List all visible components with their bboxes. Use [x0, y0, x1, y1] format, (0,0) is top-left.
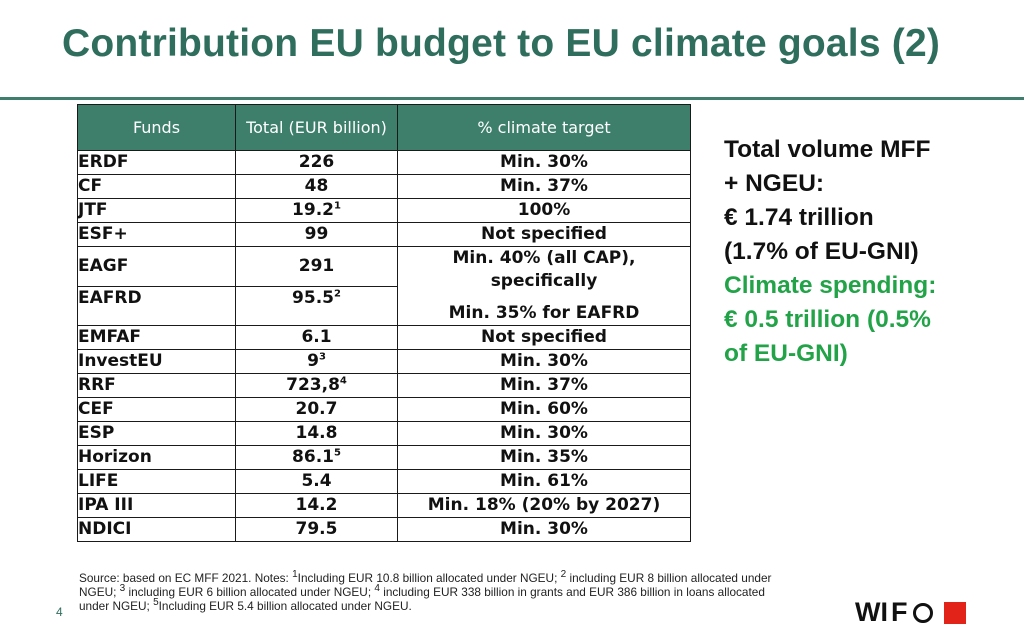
table-row	[78, 247, 691, 287]
fund-climate-target: Not specified	[398, 326, 691, 350]
header-total: Total (EUR billion)	[236, 105, 398, 151]
table-row	[78, 223, 691, 247]
fund-climate-target: Min. 30%	[398, 151, 691, 175]
logo-text: F	[891, 597, 908, 627]
fund-total: 723,8$^4$	[236, 374, 398, 398]
table-row	[78, 151, 691, 175]
fund-name: RRF	[78, 374, 236, 398]
table-row	[78, 518, 691, 542]
fund-total: 86.1$^5$	[236, 446, 398, 470]
fund-climate-target: Not specified	[398, 223, 691, 247]
source-notes: Source: based on EC MFF 2021. Notes: $^1$Including EUR 10.8 billion allocated under NGEU; $^2$ including EUR 8 billion allocated under NGEU; $^3$ including EUR 6 billion allocated under NGEU; $^4$ including EUR 338 billion in grants and EUR 386 billion in loans allocated under NGEU; $^5$Including EUR 5.4 billion allocated under NGEU.	[79, 569, 772, 613]
table-row	[78, 199, 691, 223]
fund-total: 19.2$^1$	[236, 199, 398, 223]
fund-name: CF	[78, 175, 236, 199]
climate-spending-line: € 0.5 trillion (0.5%	[724, 306, 931, 333]
table-row	[78, 374, 691, 398]
fund-name: IPA III	[78, 494, 236, 518]
table-row	[78, 422, 691, 446]
summary-line: + NGEU:	[724, 170, 825, 197]
fund-climate-target: Min. 35%	[398, 446, 691, 470]
fund-name: EMFAF	[78, 326, 236, 350]
footnote-ref: 3	[318, 351, 326, 363]
summary-panel	[724, 133, 1014, 371]
fund-total: 14.2	[236, 494, 398, 518]
fund-name: ESF+	[78, 223, 236, 247]
fund-climate-target: Min. 37%	[398, 374, 691, 398]
summary-line: (1.7% of EU-GNI)	[724, 238, 919, 265]
page-number: 4	[56, 605, 63, 619]
header-climate-target: % climate target	[398, 105, 691, 151]
fund-climate-target: Min. 30%	[398, 422, 691, 446]
fund-total: 14.8	[236, 422, 398, 446]
fund-name: JTF	[78, 199, 236, 223]
climate-spending-line: of EU-GNI)	[724, 340, 848, 367]
cap-climate-target	[398, 247, 691, 326]
header-funds: Funds	[78, 105, 236, 151]
climate-spending-line: Climate spending:	[724, 272, 937, 299]
fund-name: ESP	[78, 422, 236, 446]
fund-climate-target: Min. 30%	[398, 350, 691, 374]
fund-total: 99	[236, 223, 398, 247]
fund-climate-target: Min. 37%	[398, 175, 691, 199]
fund-name: NDICI	[78, 518, 236, 542]
fund-total: 6.1	[236, 326, 398, 350]
fund-name: CEF	[78, 398, 236, 422]
table-row	[78, 175, 691, 199]
fund-total: 226	[236, 151, 398, 175]
cap-target-line: Min. 40% (all CAP),	[452, 248, 636, 268]
table-row	[78, 350, 691, 374]
fund-name: LIFE	[78, 470, 236, 494]
table-header-row	[78, 105, 691, 151]
cap-target-line: Min. 35% for EAFRD	[448, 303, 640, 323]
fund-total: 48	[236, 175, 398, 199]
fund-climate-target: Min. 61%	[398, 470, 691, 494]
logo-red-square-icon	[944, 602, 966, 624]
fund-climate-target: Min. 18% (20% by 2027)	[398, 494, 691, 518]
table-row	[78, 494, 691, 518]
fund-name: EAGF	[78, 247, 236, 287]
fund-total: $9^3$	[236, 350, 398, 374]
cap-target-line: specifically	[490, 271, 598, 291]
logo-text: WI	[855, 597, 888, 627]
fund-name: EAFRD	[78, 286, 236, 326]
table-row	[78, 398, 691, 422]
fund-climate-target: Min. 30%	[398, 518, 691, 542]
fund-name: Horizon	[78, 446, 236, 470]
summary-line: Total volume MFF	[724, 136, 931, 163]
table-row	[78, 446, 691, 470]
title-divider	[0, 97, 1024, 100]
fund-climate-target: 100%	[398, 199, 691, 223]
funds-table	[77, 104, 691, 542]
fund-total: 291	[236, 247, 398, 287]
fund-name: ERDF	[78, 151, 236, 175]
fund-name: InvestEU	[78, 350, 236, 374]
summary-line: € 1.74 trillion	[724, 204, 874, 231]
footnote-ref: 1	[333, 200, 341, 212]
fund-total: 79.5	[236, 518, 398, 542]
fund-total: 20.7	[236, 398, 398, 422]
logo-circle-icon	[913, 603, 933, 623]
fund-climate-target: Min. 60%	[398, 398, 691, 422]
fund-total: 95.5$^2$	[236, 286, 398, 326]
page-title: Contribution EU budget to EU climate goals (2)	[62, 22, 941, 65]
footnote-ref: 5	[333, 447, 341, 459]
fund-total: 5.4	[236, 470, 398, 494]
footnote-ref: 2	[333, 287, 341, 299]
wifo-logo	[855, 597, 966, 628]
table-row	[78, 470, 691, 494]
table-row	[78, 326, 691, 350]
footnote-ref: 4	[339, 375, 347, 387]
